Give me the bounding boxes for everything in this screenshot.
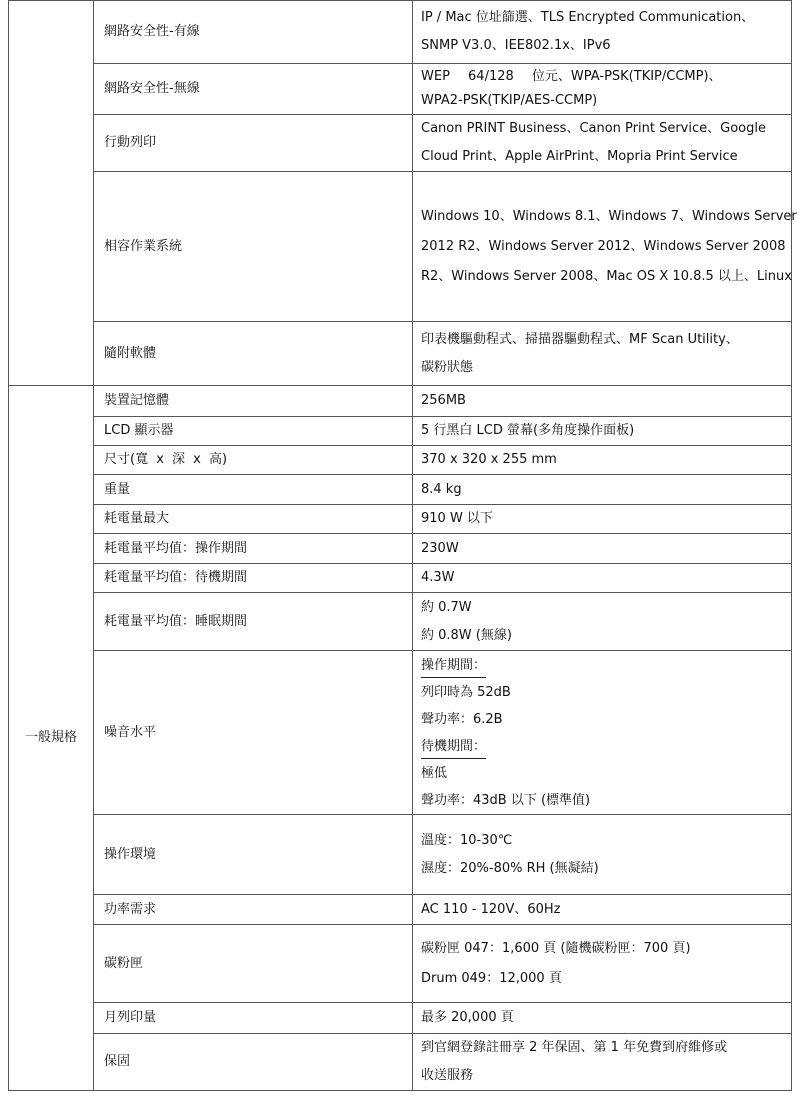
row-power-sleep	[9, 593, 792, 651]
label-lcd: LCD 顯示器	[94, 417, 413, 446]
value-power-max: 910 W 以下	[413, 505, 792, 534]
value-warranty	[413, 1034, 792, 1091]
label-network-wired: 網路安全性-有線	[94, 1, 413, 64]
label-power-req: 功率需求	[94, 895, 413, 925]
label-weight: 重量	[94, 475, 413, 505]
row-software	[9, 322, 792, 386]
value-line: Canon PRINT Business、Canon Print Service、Google	[421, 121, 766, 136]
row-volume	[9, 1003, 792, 1034]
row-network-wired	[9, 1, 792, 64]
value-line: 約 0.7W	[421, 599, 472, 615]
label-software: 隨附軟體	[94, 322, 413, 386]
label-power-operating: 耗電量平均值：操作期間	[94, 534, 413, 564]
spec-table	[8, 0, 797, 1091]
value-line: 印表機驅動程式、掃描器驅動程式、MF Scan Utility、	[421, 331, 739, 347]
row-toner	[9, 925, 792, 1003]
row-memory	[9, 386, 792, 417]
label-toner: 碳粉匣	[94, 925, 413, 1003]
value-noise	[413, 651, 792, 815]
value-toner	[413, 925, 792, 1003]
value-power-req: AC 110 - 120V、60Hz	[413, 895, 792, 925]
value-line: IP / Mac 位址篩選、TLS Encrypted Communication、	[421, 10, 755, 25]
label-noise: 噪音水平	[94, 651, 413, 815]
value-network-wired	[413, 1, 792, 64]
noise-op-heading: 操作期間：	[421, 655, 486, 678]
row-size	[9, 446, 792, 475]
value-line: 聲功率：6.2B	[421, 711, 503, 727]
label-network-wireless: 網路安全性-無線	[94, 64, 413, 115]
label-warranty: 保固	[94, 1034, 413, 1091]
noise-standby-heading: 待機期間：	[421, 736, 486, 759]
label-power-standby: 耗電量平均值：待機期間	[94, 564, 413, 593]
value-power-operating: 230W	[413, 534, 792, 564]
value-network-wireless	[413, 64, 792, 115]
value-power-standby: 4.3W	[413, 564, 792, 593]
row-power-standby	[9, 564, 792, 593]
value-line: 約 0.8W (無線)	[421, 627, 512, 643]
value-line: 列印時為 52dB	[421, 684, 511, 700]
label-power-max: 耗電量最大	[94, 505, 413, 534]
value-environment	[413, 815, 792, 895]
value-line: 聲功率：43dB 以下 (標準值)	[421, 792, 591, 808]
value-line: Cloud Print、Apple AirPrint、Mopria Print Service	[421, 149, 738, 164]
value-memory: 256MB	[413, 386, 792, 417]
value-weight: 8.4 kg	[413, 475, 792, 505]
value-size: 370 x 320 x 255 mm	[413, 446, 792, 475]
value-line: WEP 64/128 位元、WPA-PSK(TKIP/CCMP)、	[421, 69, 722, 84]
category-cell-network	[9, 1, 94, 386]
value-line: SNMP V3.0、IEE802.1x、IPv6	[421, 38, 611, 53]
row-noise	[9, 651, 792, 815]
value-compatible-os	[413, 172, 797, 322]
label-volume: 月列印量	[94, 1003, 413, 1034]
value-line: 2012 R2、Windows Server 2012、Windows Server 2008	[421, 238, 786, 254]
value-line: WPA2-PSK(TKIP/AES-CCMP)	[421, 93, 598, 108]
category-general: 一般規格	[9, 386, 94, 1091]
label-compatible-os: 相容作業系統	[94, 172, 413, 322]
label-memory: 裝置記憶體	[94, 386, 413, 417]
value-software	[413, 322, 792, 386]
row-environment	[9, 815, 792, 895]
value-mobile-print	[413, 115, 792, 172]
value-line: 濕度：20%-80% RH (無凝結)	[421, 860, 599, 876]
row-network-wireless	[9, 64, 792, 115]
label-mobile-print: 行動列印	[94, 115, 413, 172]
row-warranty	[9, 1034, 792, 1091]
value-volume: 最多 20,000 頁	[413, 1003, 792, 1034]
value-line: R2、Windows Server 2008、Mac OS X 10.8.5 以上、Linux	[421, 268, 792, 284]
value-lcd: 5 行黑白 LCD 螢幕(多角度操作面板)	[413, 417, 792, 446]
row-mobile-print	[9, 115, 792, 172]
value-power-sleep	[413, 593, 792, 651]
row-lcd	[9, 417, 792, 446]
label-environment: 操作環境	[94, 815, 413, 895]
value-line: Windows 10、Windows 8.1、Windows 7、Windows Server	[421, 208, 797, 224]
noise-op-heading-wrap	[421, 652, 785, 679]
value-line: 碳粉匣 047：1,600 頁 (隨機碳粉匣：700 頁)	[421, 940, 691, 956]
row-power-operating	[9, 534, 792, 564]
row-power-req	[9, 895, 792, 925]
value-line: 極低	[421, 765, 448, 781]
value-line: 收送服務	[421, 1068, 474, 1083]
label-power-sleep: 耗電量平均值：睡眠期間	[94, 593, 413, 651]
label-size: 尺寸(寬 x 深 x 高)	[94, 446, 413, 475]
value-line: Drum 049：12,000 頁	[421, 970, 562, 986]
value-line: 到官網登錄註冊享 2 年保固、第 1 年免費到府維修或	[421, 1040, 728, 1055]
value-line: 碳粉狀態	[421, 359, 474, 375]
row-weight	[9, 475, 792, 505]
row-compatible-os	[9, 172, 792, 322]
row-power-max	[9, 505, 792, 534]
noise-standby-heading-wrap	[421, 733, 785, 760]
value-line: 溫度：10-30℃	[421, 832, 513, 848]
